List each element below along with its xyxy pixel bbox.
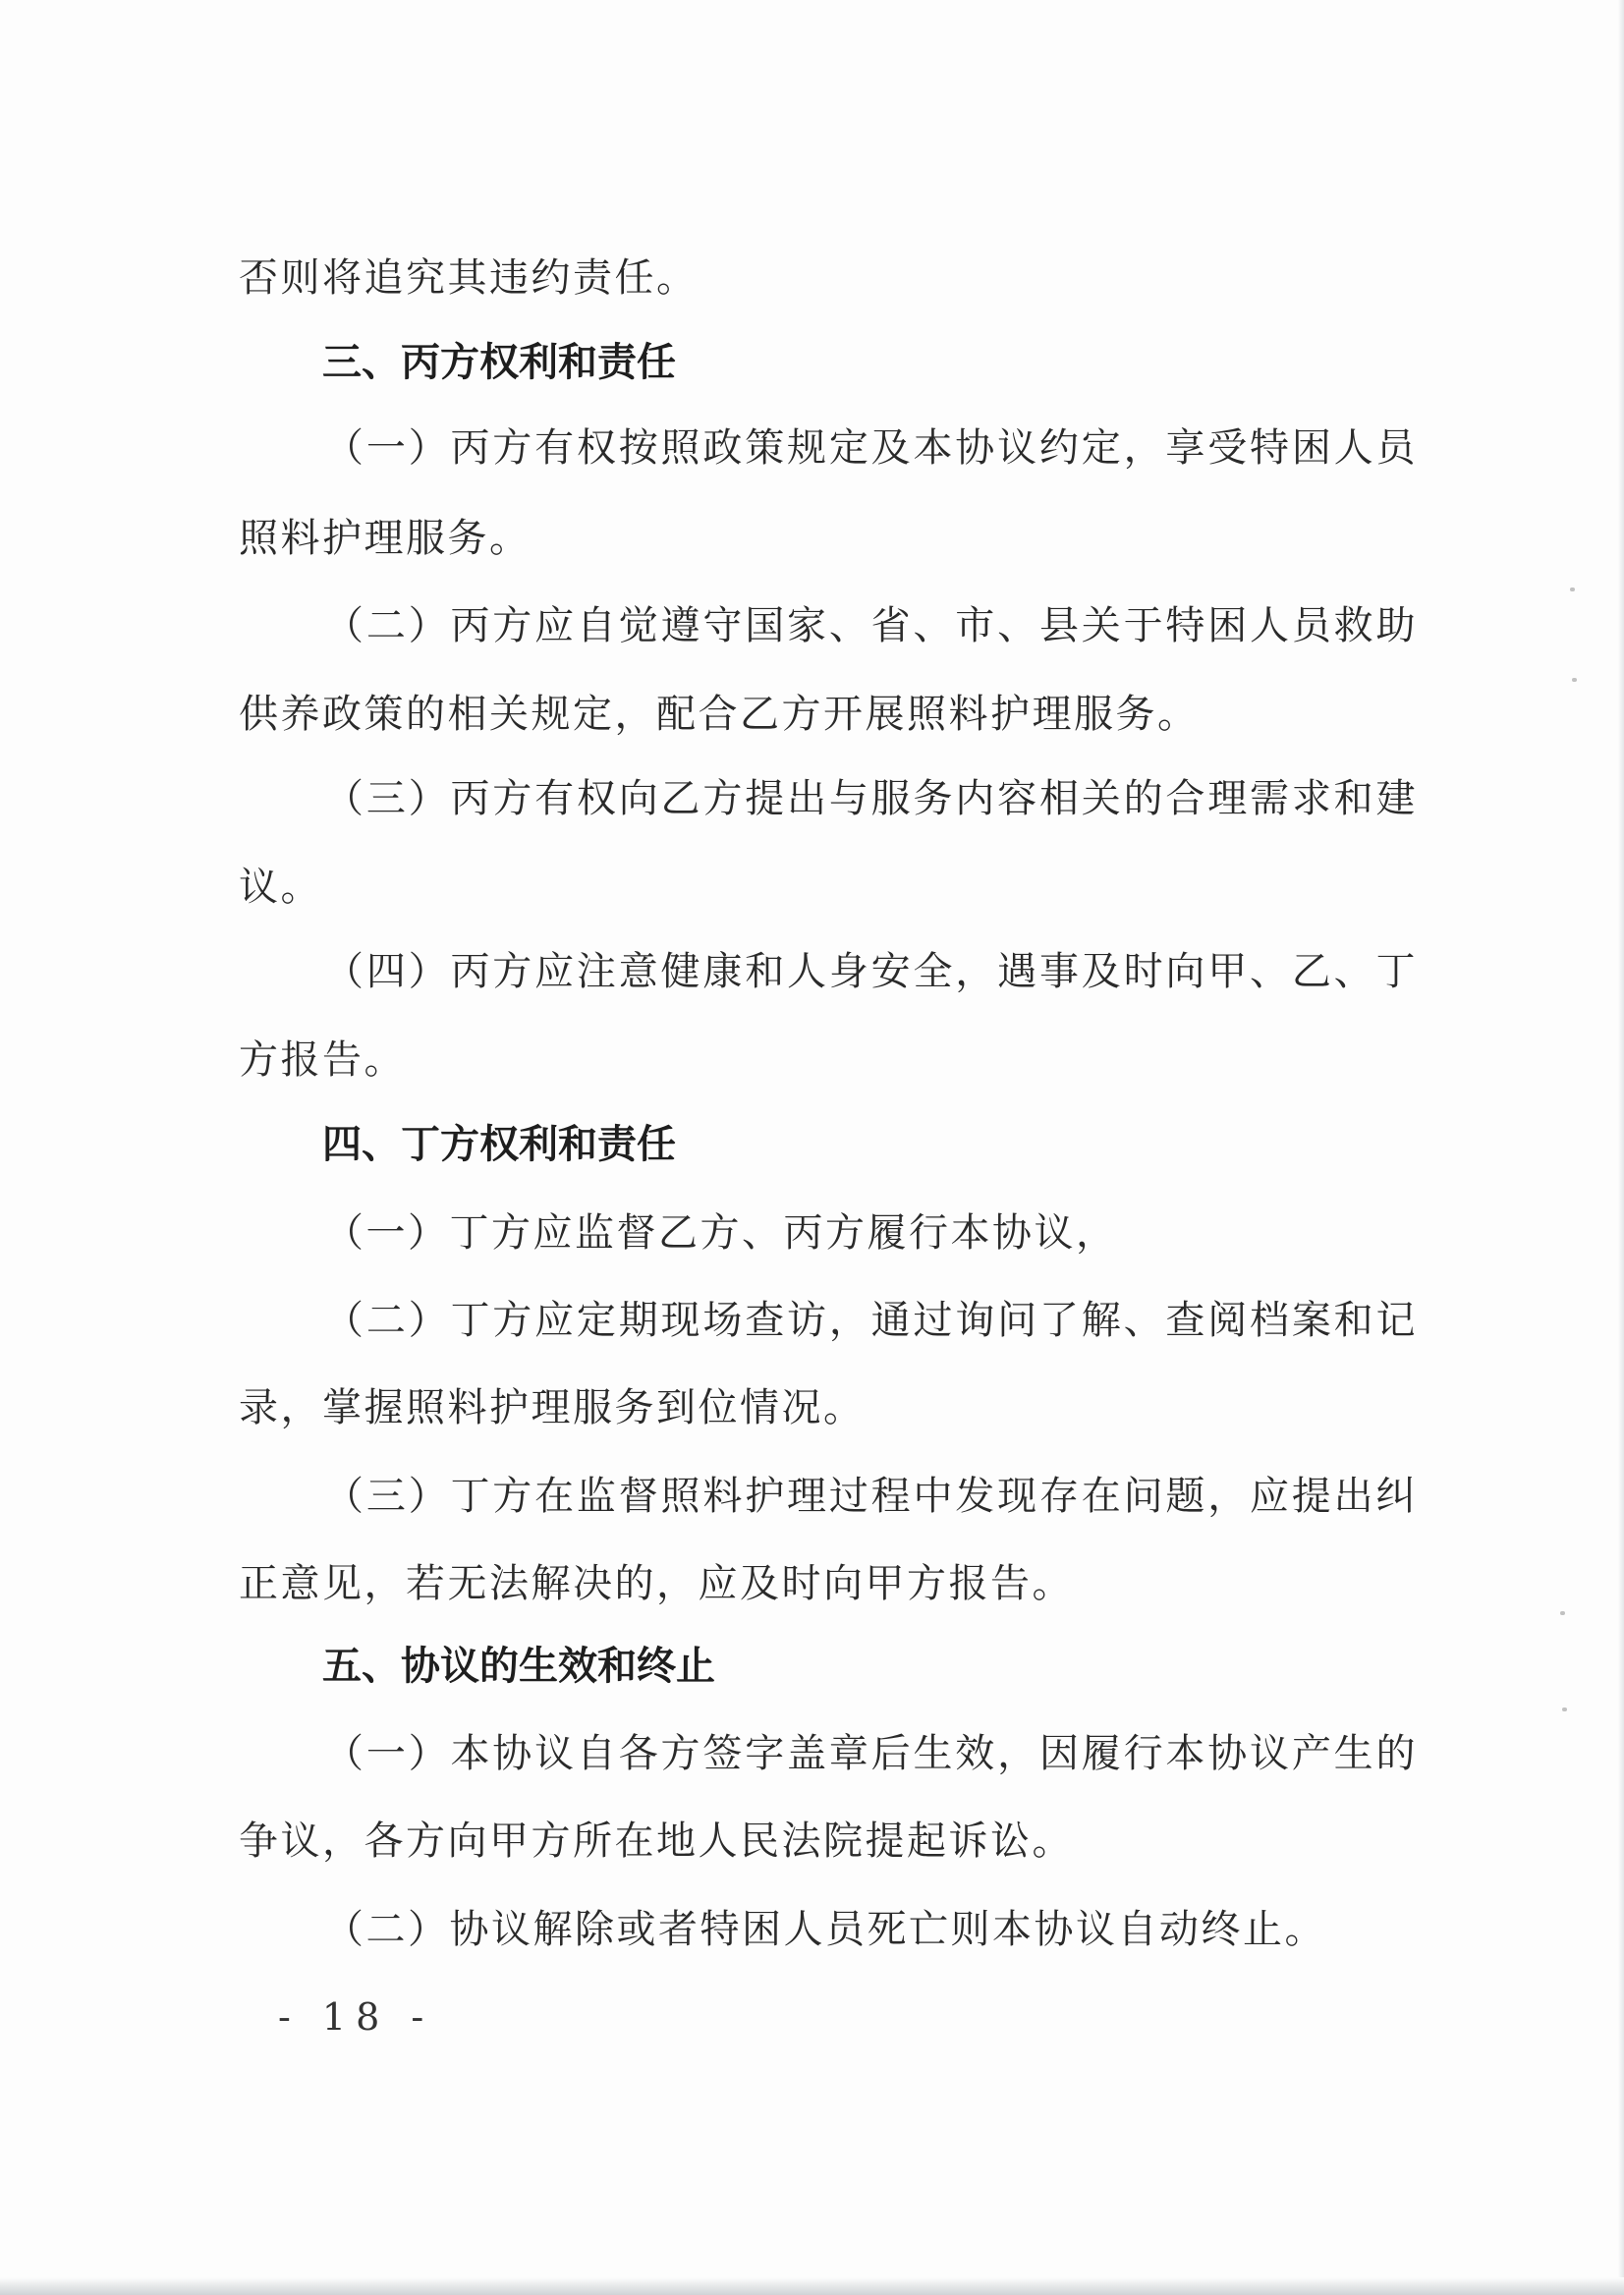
scan-speck bbox=[1560, 1611, 1565, 1615]
paragraph-line: 录，掌握照料护理服务到位情况。 bbox=[239, 1385, 866, 1430]
scan-speck bbox=[1570, 588, 1575, 591]
paragraph-line: （一）丁方应监督乙方、丙方履行本协议， bbox=[324, 1210, 1118, 1256]
scan-edge bbox=[0, 2277, 1624, 2295]
paragraph-line: 方报告。 bbox=[239, 1037, 406, 1083]
paragraph-line: （二）协议解除或者特困人员死亡则本协议自动终止。 bbox=[324, 1907, 1326, 1952]
paragraph-line: （一）丙方有权按照政策规定及本协议约定，享受特困人员 bbox=[324, 425, 1418, 471]
scan-edge bbox=[1618, 0, 1624, 2295]
paragraph-line: （四）丙方应注意健康和人身安全，遇事及时向甲、乙、丁 bbox=[324, 949, 1418, 994]
paragraph-line: 照料护理服务。 bbox=[239, 516, 532, 561]
paragraph-line: （一）本协议自各方签字盖章后生效，因履行本协议产生的 bbox=[324, 1731, 1418, 1776]
paragraph-line: 正意见，若无法解决的，应及时向甲方报告。 bbox=[239, 1561, 1074, 1606]
paragraph-line: 争议，各方向甲方所在地人民法院提起诉讼。 bbox=[239, 1819, 1074, 1864]
paragraph-line: （三）丁方在监督照料护理过程中发现存在问题，应提出纠 bbox=[324, 1474, 1418, 1519]
paragraph-line: 否则将追究其违约责任。 bbox=[239, 255, 699, 301]
paragraph-line: （三）丙方有权向乙方提出与服务内容相关的合理需求和建 bbox=[324, 776, 1418, 821]
section-heading: 三、丙方权利和责任 bbox=[322, 340, 676, 385]
section-heading: 五、协议的生效和终止 bbox=[322, 1644, 715, 1689]
paragraph-line: 议。 bbox=[239, 865, 322, 910]
section-heading: 四、丁方权利和责任 bbox=[322, 1122, 676, 1167]
scan-speck bbox=[1562, 1707, 1567, 1711]
paragraph-line: （二）丙方应自觉遵守国家、省、市、县关于特困人员救助 bbox=[324, 603, 1418, 648]
paragraph-line: 供养政策的相关规定，配合乙方开展照料护理服务。 bbox=[239, 692, 1200, 737]
page-number: - 18 - bbox=[278, 1995, 434, 2039]
paragraph-line: （二）丁方应定期现场查访，通过询问了解、查阅档案和记 bbox=[324, 1298, 1418, 1343]
scan-speck bbox=[1572, 678, 1577, 682]
